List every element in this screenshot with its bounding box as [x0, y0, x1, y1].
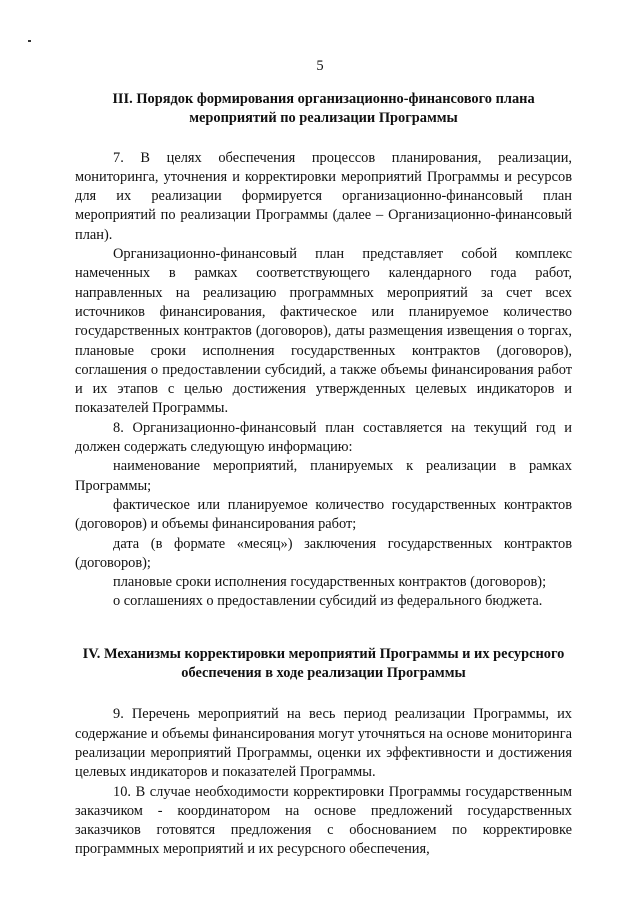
- scan-speck: [28, 40, 31, 42]
- paragraph-9: 9. Перечень мероприятий на весь период реализации Программы, их содержание и объемы финансирования могут уточняться на основе мониторинга реализации мероприятий Программы, оценки их эффективности и достижения целевых индикаторов и показателей Программы.: [75, 706, 572, 781]
- section-4-heading: IV. Механизмы корректировки мероприятий Программы и их ресурсного обеспечения в ходе реализации Программы: [82, 645, 565, 682]
- section-3-heading: III. Порядок формирования организационно-финансового плана мероприятий по реализации Программы: [112, 91, 535, 127]
- list-item: фактическое или планируемое количество государственных контрактов (договоров) и объемы финансирования работ;: [75, 496, 572, 533]
- page-number: 5: [316, 58, 324, 74]
- paragraph-plan-definition: Организационно-финансовый план представляет собой комплекс намеченных в рамках соответствующего календарного года работ, направленных на реализацию программных мероприятий за счет всех источников финансирования, фактическое или планируемое количество государственных контрактов (договоров), даты размещения извещения о торгах, плановые сроки исполнения государственных контрактов (договоров), соглашения о предоставлении субсидий, а также объемы финансирования работ и их этапов с целью достижения утвержденных целевых индикаторов и показателей Программы.: [75, 246, 572, 417]
- list-item: наименование мероприятий, планируемых к реализации в рамках Программы;: [75, 458, 572, 494]
- paragraph-8: 8. Организационно-финансовый план составляется на текущий год и должен содержать следующую информацию:: [75, 419, 572, 456]
- list-item: дата (в формате «месяц») заключения государственных контрактов (договоров);: [75, 535, 572, 571]
- paragraph-10: 10. В случае необходимости корректировки Программы государственным заказчиком - координатором на основе предложений государственных заказчиков готовятся предложения с обоснованием по корректировке программных мероприятий и их ресурсного обеспечения,: [75, 783, 572, 858]
- paragraph-7: 7. В целях обеспечения процессов планирования, реализации, мониторинга, уточнения и корректировки мероприятий Программы и ресурсов для их реализации формируется организационно-финансовый план мероприятий по реализации Программы (далее – Организационно-финансовый план).: [75, 149, 572, 243]
- document-body: [75, 90, 572, 860]
- list-item: плановые сроки исполнения государственных контрактов (договоров);: [113, 574, 547, 591]
- list-item: о соглашениях о предоставлении субсидий из федерального бюджета.: [113, 593, 543, 610]
